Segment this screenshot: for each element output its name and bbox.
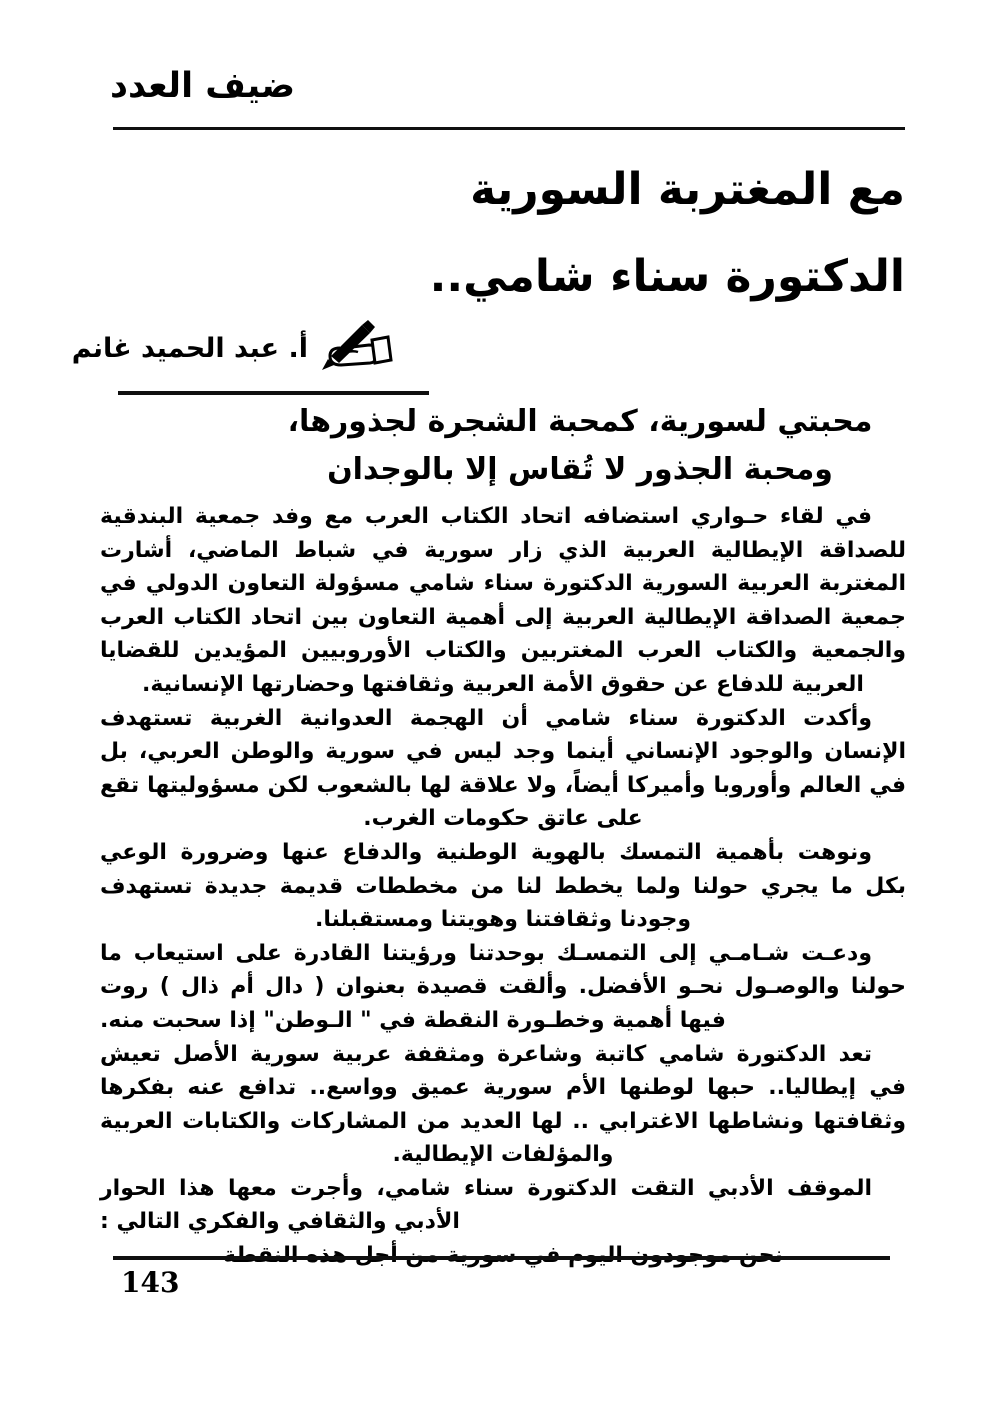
article-title-line-2: الدكتورة سناء شامي.. bbox=[429, 251, 905, 302]
article-subtitle bbox=[238, 398, 922, 494]
author-name: أ. عبد الحميد غانم bbox=[71, 332, 308, 364]
article-title bbox=[430, 146, 905, 320]
footer-rule bbox=[113, 1256, 890, 1260]
writing-hand-icon bbox=[314, 320, 398, 376]
paragraph-4: ودعـت شـامـي إلى التمسـك بوحدتنا ورؤيتنا القادرة على استيعاب ما حولنا والوصـول نحـو الأفضل. وألقت قصيدة بعنوان ( دال أم ذال ) روت فيها أهمية وخطـورة النقطة في " الـوطن" إذا سحبت منه. bbox=[100, 940, 906, 1033]
section-label: ضيف العدد bbox=[110, 66, 296, 106]
subtitle-line-1: محبتي لسورية، كمحبة الشجرة لجذورها، bbox=[287, 404, 873, 439]
article-body bbox=[100, 500, 906, 1273]
paragraph-3: ونوهت بأهمية التمسك بالهوية الوطنية والدفاع عنها وضرورة الوعي بكل ما يجري حولنا ولما يخطط لنا من مخططات قديمة جديدة تستهدف وجودنا وثقافتنا وهويتنا ومستقبلنا. bbox=[100, 839, 906, 933]
byline bbox=[71, 320, 398, 376]
paragraph-6: الموقف الأدبي التقت الدكتورة سناء شامي، وأجرت معها هذا الحوار الأدبي والثقافي والفكري التالي : bbox=[100, 1175, 872, 1235]
paragraph-5: تعد الدكتورة شامي كاتبة وشاعرة ومثقفة عربية سورية الأصل تعيش في إيطاليا.. حبها لوطنها الأم سورية عميق وواسع.. تدافع عنه بفكرها وثقافتها ونشاطها الاغترابي .. لها العديد من المشاركات والكتابات العربية والمؤلفات الإيطالية. bbox=[100, 1041, 906, 1168]
paragraph-1: في لقاء حـواري استضافه اتحاد الكتاب العرب مع وفد جمعية البندقية للصداقة الإيطالية العربية الذي زار سورية في شباط الماضي، أشارت المغتربة العربية السورية الدكتورة سناء شامي مسؤولة التعاون الدولي في جمعية الصداقة الإيطالية العربية إلى أهمية التعاون بين اتحاد الكتاب العرب والجمعية والكتاب العرب المغتربين والكتاب الأوروبيين المؤيدين للقضايا العربية للدفاع عن حقوق الأمة العربية وثقافتها وحضارتها الإنسانية. bbox=[100, 504, 906, 697]
paragraph-2: وأكدت الدكتورة سناء شامي أن الهجمة العدوانية الغربية تستهدف الإنسان والوجود الإنساني أينما وجد ليس في سورية والوطن العربي، بل في العالم وأوروبا وأميركا أيضاً، ولا علاقة لها بالشعوب لكن مسؤوليتها تقع على عاتق حكومات الغرب. bbox=[100, 705, 906, 832]
page-number: 143 bbox=[121, 1266, 180, 1299]
subtitle-line-2: ومحبة الجذور لا تُقاس إلا بالوجدان bbox=[327, 452, 833, 487]
byline-rule bbox=[118, 391, 429, 395]
header-rule bbox=[113, 127, 905, 130]
article-title-line-1: مع المغتربة السورية bbox=[470, 164, 905, 215]
